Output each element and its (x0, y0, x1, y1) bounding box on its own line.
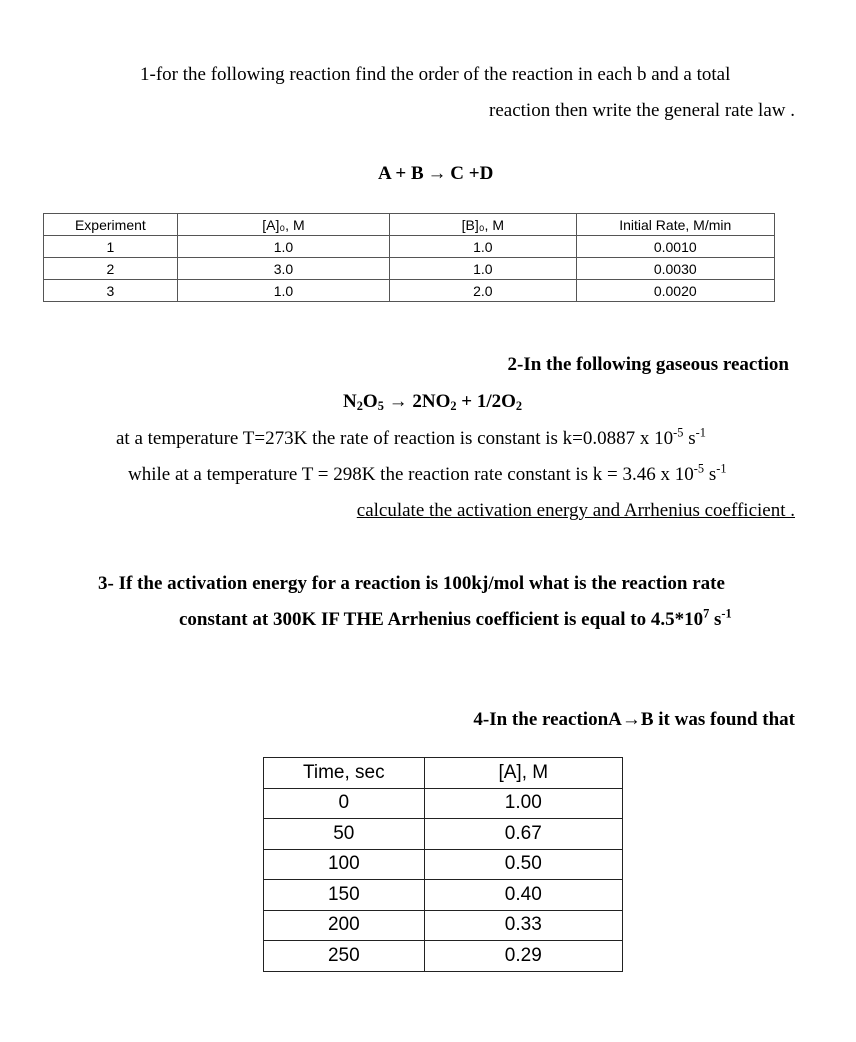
table-row (264, 788, 623, 819)
table-cell: 100 (264, 849, 425, 880)
q2-eq-plus: + 1/2O (456, 391, 516, 412)
table-header-row (264, 758, 623, 789)
table-cell: 0.33 (424, 910, 622, 941)
q4-title: 4-In the reactionA→B it was found that (473, 709, 795, 730)
table-cell: 1.00 (424, 788, 622, 819)
q2-line1-exp: -5 (673, 425, 684, 440)
q3-line1: 3- If the activation energy for a reaction is 100kj/mol what is the reaction rate (98, 573, 725, 594)
q2-equation (343, 391, 522, 413)
table-cell: 3.0 (177, 258, 389, 280)
table-cell: 250 (264, 941, 425, 972)
table-cell: 2.0 (390, 280, 576, 302)
q2-line1-unit-exp: -1 (695, 425, 706, 440)
table-row (264, 849, 623, 880)
table-row (264, 941, 623, 972)
table-cell: 0.50 (424, 849, 622, 880)
q2-eq-n-sub: 2 (356, 399, 363, 414)
q2-eq-n: N (343, 391, 357, 412)
table-cell: 1.0 (390, 258, 576, 280)
column-header: Experiment (44, 214, 178, 236)
q3-line2 (179, 606, 732, 631)
q2-line1 (116, 425, 706, 450)
table-cell: 1.0 (390, 236, 576, 258)
column-header: [A]₀, M (177, 214, 389, 236)
q2-eq-arrow: → 2NO (383, 391, 451, 412)
table-cell: 1.0 (177, 280, 389, 302)
table-row (44, 258, 775, 280)
table-cell: 0.0030 (576, 258, 774, 280)
table-cell: 0.40 (424, 880, 622, 911)
table-cell: 50 (264, 819, 425, 850)
q2-line2 (128, 461, 727, 486)
table-cell: 2 (44, 258, 178, 280)
table-cell: 0.67 (424, 819, 622, 850)
q3-line2-text: constant at 300K IF THE Arrhenius coefficient is equal to 4.5*10 (179, 609, 704, 630)
q2-line1-text: at a temperature T=273K the rate of reaction is constant is k=0.0887 x 10 (116, 428, 674, 449)
q2-line3: calculate the activation energy and Arrhenius coefficient . (356, 500, 795, 521)
q2-eq-o-sub: 5 (377, 399, 384, 414)
table-header-row (44, 214, 775, 236)
q2-eq-o: O (362, 391, 378, 412)
table-cell: 0.0020 (576, 280, 774, 302)
column-header: [A], M (424, 758, 622, 789)
q2-eq-no2-sub: 2 (450, 399, 457, 414)
q3-line2-unit: s (709, 609, 722, 630)
q1-equation: A + B → C +D (378, 163, 494, 184)
rate-data-table (43, 213, 775, 302)
concentration-time-table (263, 757, 623, 972)
table-cell: 1 (44, 236, 178, 258)
table-cell: 200 (264, 910, 425, 941)
q2-title: 2-In the following gaseous reaction (507, 354, 789, 375)
table-row (44, 236, 775, 258)
q2-line1-unit: s (683, 428, 696, 449)
table-cell: 0 (264, 788, 425, 819)
q2-line2-unit: s (704, 464, 717, 485)
table-row (264, 910, 623, 941)
table-row (44, 280, 775, 302)
q3-line2-exp: 7 (703, 606, 710, 621)
q2-line2-exp: -5 (693, 461, 705, 476)
table-row (264, 880, 623, 911)
column-header: [B]₀, M (390, 214, 576, 236)
column-header: Initial Rate, M/min (576, 214, 774, 236)
table-cell: 1.0 (177, 236, 389, 258)
q2-line2-text: while at a temperature T = 298K the reaction rate constant is k = 3.46 x 10 (128, 464, 694, 485)
q2-line2-unit-exp: -1 (716, 461, 727, 476)
q3-line2-unit-exp: -1 (721, 606, 732, 621)
table-row (264, 819, 623, 850)
table-cell: 0.29 (424, 941, 622, 972)
table-cell: 3 (44, 280, 178, 302)
q2-eq-o2-sub: 2 (515, 399, 523, 414)
q1-line1: 1-for the following reaction find the order of the reaction in each b and a total (140, 64, 731, 85)
table-cell: 0.0010 (576, 236, 774, 258)
table-cell: 150 (264, 880, 425, 911)
column-header: Time, sec (264, 758, 425, 789)
q1-line2: reaction then write the general rate law . (489, 100, 795, 121)
